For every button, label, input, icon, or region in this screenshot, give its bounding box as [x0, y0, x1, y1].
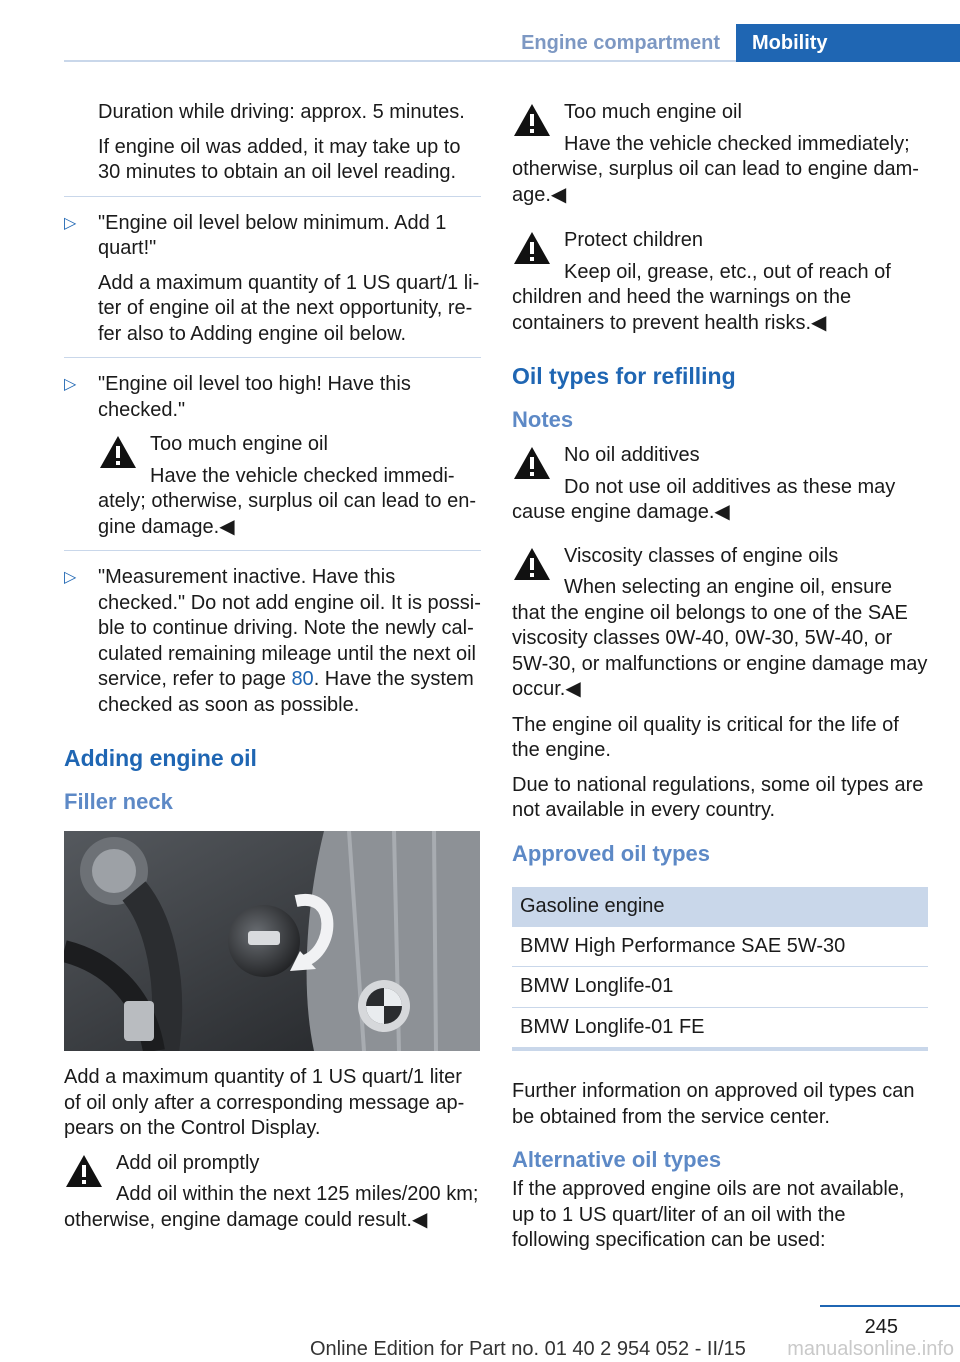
separator — [64, 357, 481, 358]
table-header-cell: Gasoline engine — [512, 887, 928, 927]
warning-triangle-icon — [98, 434, 138, 470]
warning-body: Have the vehicle checked immediately; otherwise, surplus oil can lead to engine damage.◀ — [98, 464, 476, 538]
approved-oil-table — [512, 887, 928, 1052]
warning-title: No oil additives — [564, 444, 700, 466]
paragraph-add-oil-message: Add a maximum quantity of 1 US quart/1 liter of oil only after a corresponding message appears on the Control Display. — [64, 1066, 465, 1139]
warning-note — [512, 443, 928, 526]
warning-triangle-icon — [512, 230, 552, 266]
heading-approved-oil-types: Approved oil types — [512, 840, 711, 866]
edition-note: Online Edition for Part no. 01 40 2 954 052 - II/15 — [310, 1338, 746, 1360]
message-body: "Measurement inactive. Have this checked." Do not add engine oil. It is possible to continue driving. Note the newly calculated remaining mileage until the next oil service, refer to page 80. Have the system checked as soon as possible. — [98, 566, 481, 716]
message-title: "Engine oil level too high! Have this checked." — [98, 373, 411, 421]
paragraph-alternative-oil: If the approved engine oils are not available, up to 1 US quart/liter of an oil with the following specification can be used: — [512, 1178, 905, 1251]
separator — [64, 550, 481, 551]
list-item — [64, 372, 481, 540]
heading-oil-types: Oil types for refilling — [512, 363, 736, 389]
bullet-triangle-icon: ▷ — [64, 214, 77, 232]
table-row — [512, 967, 928, 1008]
bullet-triangle-icon: ▷ — [64, 569, 77, 586]
paragraph-national-regulations: Due to national regulations, some oil types are not available in every country. — [512, 773, 924, 821]
table-cell: BMW High Performance SAE 5W-30 — [512, 927, 928, 967]
warning-body: When selecting an engine oil, ensure that the engine oil belongs to one of the SAE viscosity classes 0W-40, 0W-30, 5W-40, or 5W-30, or malfunctions or engine damage may occur.◀ — [512, 576, 928, 700]
warning-note — [98, 432, 481, 540]
list-item — [64, 565, 481, 718]
warning-note — [512, 544, 928, 703]
warning-body: Add oil within the next 125 miles/200 km; otherwise, engine damage could result.◀ — [64, 1183, 479, 1231]
watermark: manualsonline.info — [787, 1338, 954, 1360]
warning-title: Protect children — [564, 229, 703, 251]
warning-triangle-icon — [512, 546, 552, 582]
warning-body: Have the vehicle checked immediately; otherwise, surplus oil can lead to engine damage.◀ — [512, 132, 919, 206]
left-column — [64, 100, 481, 1243]
warning-title: Too much engine oil — [564, 101, 742, 123]
right-column — [512, 100, 928, 1263]
message-body: Add a maximum quantity of 1 US quart/1 liter of engine oil at the next opportunity, refer also to Adding engine oil below. — [98, 271, 480, 345]
page-number: 245 — [864, 1316, 898, 1338]
warning-triangle-icon — [512, 445, 552, 481]
warning-triangle-icon — [64, 1153, 104, 1189]
separator — [64, 196, 481, 197]
warning-triangle-icon — [512, 102, 552, 138]
heading-filler-neck: Filler neck — [64, 789, 173, 814]
warning-body: Keep oil, grease, etc., out of reach of children and heed the warnings on the containers to prevent health risks.◀ — [512, 260, 891, 334]
message-title: "Engine oil level below minimum. Add 1 quart!" — [98, 211, 447, 259]
header-chapter-tab: Mobility — [736, 24, 960, 62]
paragraph-further-info: Further information on approved oil types can be obtained from the service center. — [512, 1080, 915, 1128]
warning-title: Add oil promptly — [116, 1151, 260, 1174]
page-reference-link[interactable]: 80 — [291, 668, 314, 690]
paragraph-duration: Duration while driving: approx. 5 minutes. — [98, 101, 465, 123]
table-cell: BMW Longlife-01 FE — [512, 1007, 928, 1049]
bullet-triangle-icon: ▷ — [64, 376, 77, 393]
warning-note — [512, 228, 928, 336]
table-cell: BMW Longlife-01 — [512, 967, 928, 1008]
warning-body: Do not use oil additives as these may cause engine damage.◀ — [512, 475, 896, 523]
warning-title: Too much engine oil — [150, 433, 328, 455]
heading-alternative-oil-types: Alternative oil types — [512, 1147, 722, 1172]
heading-adding-engine-oil: Adding engine oil — [64, 745, 257, 771]
table-row — [512, 1007, 928, 1049]
engine-bay-illustration — [64, 831, 480, 1051]
heading-notes: Notes — [512, 407, 574, 432]
warning-title: Viscosity classes of engine oils — [564, 544, 839, 567]
header-section-tab: Engine compartment — [521, 32, 720, 54]
paragraph-oil-reading: If engine oil was added, it may take up to 30 minutes to obtain an oil level reading. — [98, 135, 461, 183]
list-item — [64, 211, 481, 348]
paragraph-oil-quality: The engine oil quality is critical for the life of the engine. — [512, 713, 899, 761]
filler-neck-photo — [64, 831, 480, 1051]
table-row — [512, 927, 928, 967]
warning-note — [64, 1151, 481, 1234]
warning-note — [512, 100, 928, 208]
footer-rule — [820, 1305, 960, 1307]
